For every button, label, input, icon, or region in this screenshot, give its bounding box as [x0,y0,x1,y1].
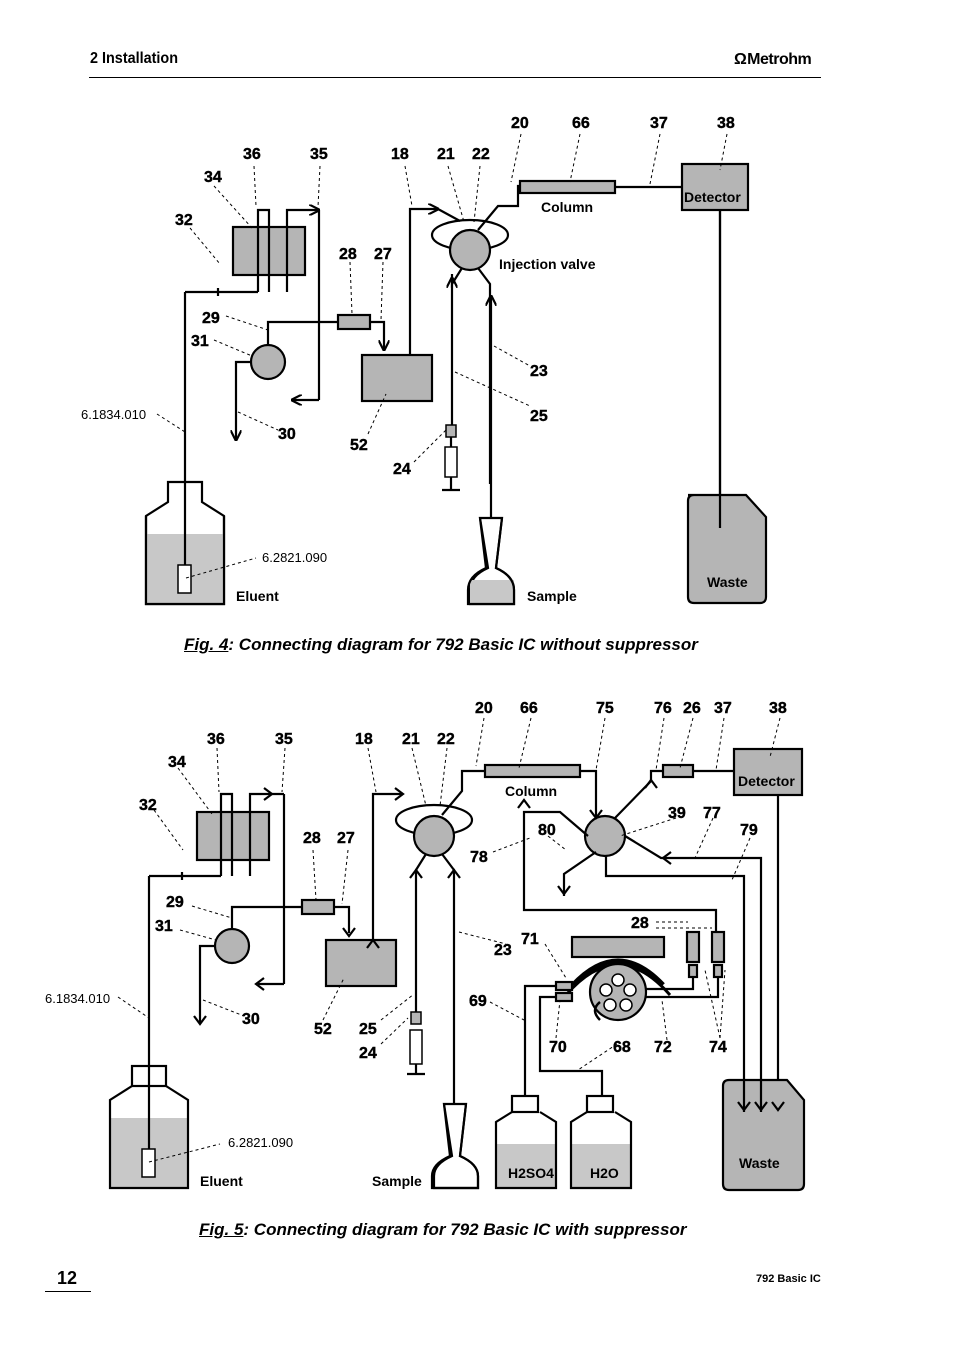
svg-text:Eluent: Eluent [200,1173,243,1189]
svg-text:71: 71 [521,931,539,948]
svg-text:Sample: Sample [372,1173,422,1189]
fig4-caption: Fig. 4: Connecting diagram for 792 Basic IC without suppressor [184,635,698,654]
svg-text:Detector: Detector [738,773,795,789]
svg-text:37: 37 [714,700,732,717]
svg-text:23: 23 [494,942,512,959]
svg-text:78: 78 [470,849,488,866]
svg-text:52: 52 [314,1021,332,1038]
fig4-callouts [175,115,735,478]
injection-valve [450,230,490,270]
svg-text:28: 28 [339,246,357,263]
svg-text:39: 39 [668,805,686,822]
svg-text:36: 36 [207,731,225,748]
svg-text:32: 32 [175,212,193,229]
fig5-caption: Fig. 5: Connecting diagram for 792 Basic IC with suppressor [199,1220,687,1239]
svg-text:30: 30 [242,1011,260,1028]
waste-label: Waste [707,574,748,590]
product-name: 792 Basic IC [756,1273,821,1285]
svg-text:27: 27 [374,246,392,263]
svg-text:6.2821.090: 6.2821.090 [228,1135,294,1150]
svg-text:Column: Column [505,783,558,799]
svg-text:29: 29 [166,894,184,911]
svg-text:18: 18 [391,146,409,163]
svg-text:20: 20 [511,115,529,132]
svg-text:29: 29 [202,310,220,327]
svg-text:70: 70 [549,1039,567,1056]
svg-text:25: 25 [359,1021,377,1038]
svg-text:22: 22 [437,731,455,748]
svg-text:38: 38 [769,700,787,717]
fig4-diagram [0,0,954,630]
section-title: 2 Installation [90,50,179,67]
svg-text:27: 27 [337,830,355,847]
tube-part-label: 6.1834.010 [81,407,147,422]
svg-text:31: 31 [191,333,209,350]
svg-text:20: 20 [475,700,493,717]
svg-text:36: 36 [243,146,261,163]
svg-text:69: 69 [469,993,487,1010]
pump-31 [251,345,285,379]
svg-text:22: 22 [472,146,490,163]
svg-text:24: 24 [359,1045,377,1062]
svg-text:30: 30 [278,426,296,443]
detector-label: Detector [684,189,741,205]
svg-text:31: 31 [155,918,173,935]
metrohm-logo: Ω Metrohm [734,51,812,68]
svg-text:18: 18 [355,731,373,748]
h2so4-label: H2SO4 [508,1165,554,1181]
svg-text:72: 72 [654,1039,672,1056]
svg-text:21: 21 [437,146,455,163]
page-number-rule [45,1291,91,1292]
svg-text:75: 75 [596,700,614,717]
svg-text:74: 74 [709,1039,727,1056]
svg-text:35: 35 [310,146,328,163]
svg-text:34: 34 [204,169,222,186]
svg-text:28: 28 [303,830,321,847]
svg-text:68: 68 [613,1039,631,1056]
svg-text:25: 25 [530,408,548,425]
svg-text:23: 23 [530,363,548,380]
svg-text:66: 66 [520,700,538,717]
svg-text:28: 28 [631,915,649,932]
eluent-label: Eluent [236,588,279,604]
column-label: Column [541,199,594,215]
svg-text:66: 66 [572,115,590,132]
svg-text:26: 26 [683,700,701,717]
fig5-diagram [0,680,954,1220]
fig5-callouts [139,700,787,1062]
injection-valve-label: Injection valve [499,256,596,272]
svg-text:35: 35 [275,731,293,748]
svg-text:21: 21 [402,731,420,748]
svg-text:77: 77 [703,805,721,822]
svg-text:76: 76 [654,700,672,717]
h2o-label: H2O [590,1165,619,1181]
svg-text:80: 80 [538,822,556,839]
svg-text:34: 34 [168,754,186,771]
filter-part-label: 6.2821.090 [262,550,328,565]
sample-label: Sample [527,588,577,604]
svg-text:6.1834.010: 6.1834.010 [45,991,111,1006]
page-number: 12 [57,1268,78,1288]
svg-text:37: 37 [650,115,668,132]
column [520,181,615,193]
svg-text:Waste: Waste [739,1155,780,1171]
svg-text:52: 52 [350,437,368,454]
svg-text:38: 38 [717,115,735,132]
svg-text:79: 79 [740,822,758,839]
svg-text:32: 32 [139,797,157,814]
pulsation-dampener [362,355,432,401]
svg-text:24: 24 [393,461,411,478]
